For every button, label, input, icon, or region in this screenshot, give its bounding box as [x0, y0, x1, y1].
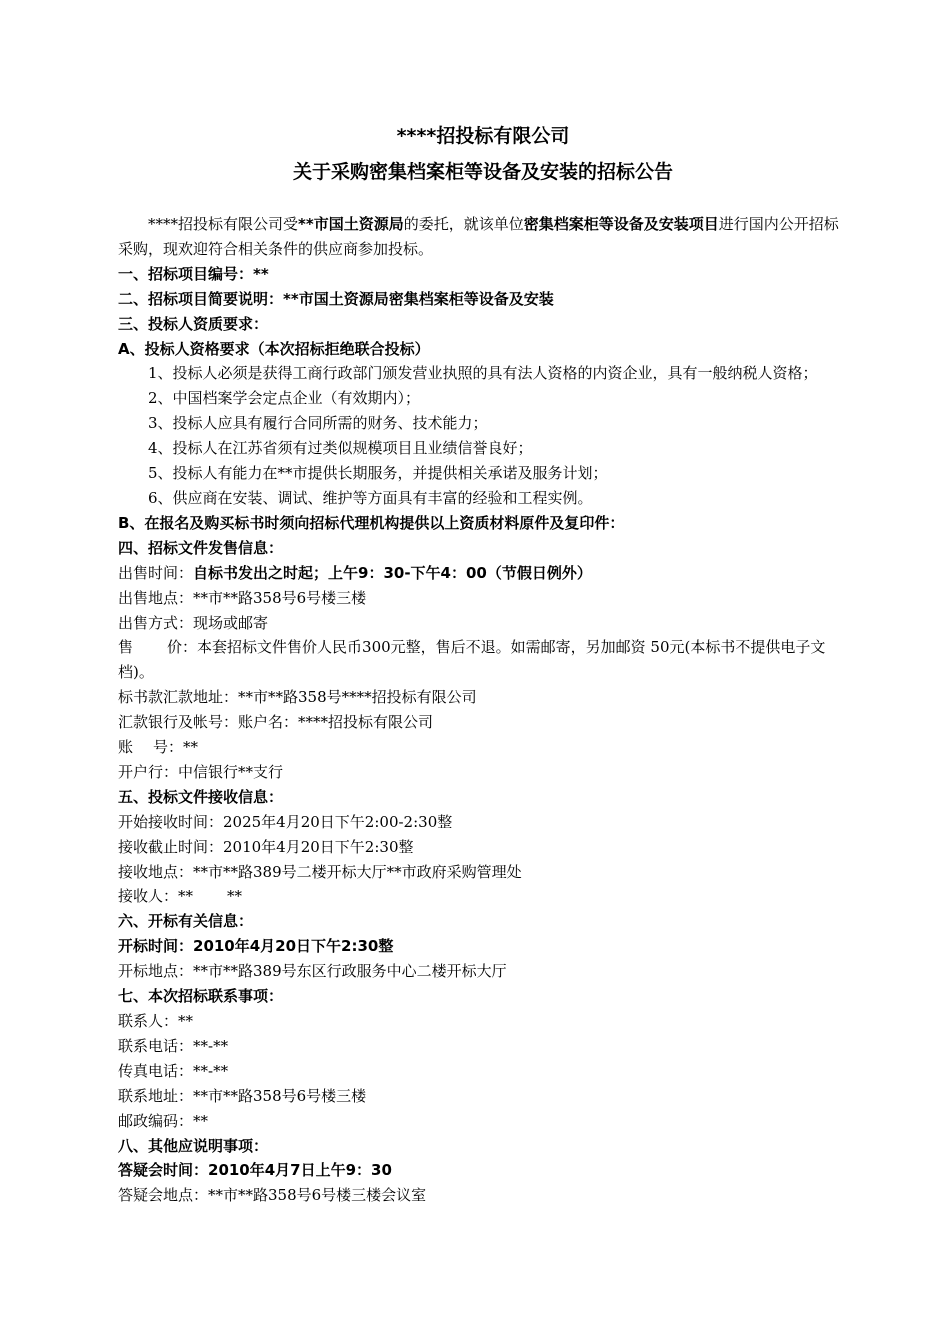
requirement-6: 6、供应商在安装、调试、维护等方面具有丰富的经验和工程实例。 [148, 488, 593, 507]
contact-person: 联系人：** [118, 1012, 194, 1030]
account-number [118, 735, 848, 760]
contact-address: 联系地址：**市**路358号6号楼三楼 [118, 1086, 367, 1105]
requirement-5: 5、投标人有能力在**市提供长期服务，并提供相关承诺及服务计划； [148, 464, 608, 483]
sale-time-label: 出售时间： [118, 563, 194, 582]
bank-branch: 开户行：中信银行**支行 [118, 762, 284, 781]
sale-method: 出售方式：现场或邮寄 [118, 613, 269, 632]
bank-account: 汇款银行及帐号：账户名：****招投标有限公司 [118, 713, 434, 732]
sale-time [118, 561, 848, 586]
document-page [118, 118, 848, 1208]
section-contact: 七、本次招标联系事项： [118, 987, 284, 1006]
section-receive-info: 五、投标文件接收信息： [118, 787, 284, 806]
receive-place: 接收地点：**市**路389号二楼开标大厅**市政府采购管理处 [118, 862, 522, 881]
intro-text-3: 进行国内公开招标采购，现欢迎符合相关条件的供应商参加投标。 [118, 215, 839, 258]
receive-person [118, 884, 848, 909]
account-label-a: 账 [118, 738, 134, 757]
sale-time-value: 自标书发出之时起；上午9：30-下午4：00（节假日例外） [193, 563, 592, 582]
qa-time: 答疑会时间：2010年4月7日上午9：30 [118, 1161, 392, 1180]
intro-text-2: 的委托，就该单位 [403, 215, 524, 233]
qa-place: 答疑会地点：**市**路358号6号楼三楼会议室 [118, 1186, 427, 1205]
intro-text-1: ****招投标有限公司受 [148, 215, 299, 233]
section-project-number: 一、招标项目编号：** [118, 264, 269, 283]
section-sale-info: 四、招标文件发售信息： [118, 538, 284, 557]
qualification-a-heading: A、投标人资格要求（本次招标拒绝联合投标） [118, 339, 430, 358]
receive-person-b: ** [227, 887, 243, 906]
sale-place: 出售地点：**市**路358号6号楼三楼 [118, 588, 367, 607]
notice-title: 关于采购密集档案柜等设备及安装的招标公告 [292, 161, 673, 183]
receive-person-a: 接收人：** [118, 887, 194, 906]
account-label-b: 号：** [153, 738, 199, 757]
intro-project-name: 密集档案柜等设备及安装项目 [523, 215, 719, 233]
intro-paragraph [118, 212, 848, 262]
requirement-3: 3、投标人应具有履行合同所需的财务、技术能力； [148, 414, 488, 433]
intro-entrusting-party: **市国土资源局 [298, 215, 404, 233]
section-qualification: 三、投标人资质要求： [118, 314, 269, 333]
price-label-a: 售 [118, 638, 134, 657]
receive-start: 开始接收时间：2025年4月20日下午2:00-2:30整 [118, 812, 453, 831]
postcode: 邮政编码：** [118, 1111, 209, 1130]
company-title: ****招投标有限公司 [396, 125, 570, 147]
section-opening-info: 六、开标有关信息： [118, 912, 254, 931]
section-other: 八、其他应说明事项： [118, 1136, 269, 1155]
opening-time: 开标时间：2010年4月20日下午2:30整 [118, 937, 394, 956]
price-text: 本套招标文件售价人民币300元整，售后不退。如需邮寄，另加邮资 50元(本标书不提供电子文档)。 [118, 638, 826, 682]
remit-address: 标书款汇款地址：**市**路358号****招投标有限公司 [118, 688, 477, 707]
receive-end: 接收截止时间：2010年4月20日下午2:30整 [118, 837, 414, 856]
requirement-4: 4、投标人在江苏省须有过类似规模项目且业绩信誉良好； [148, 439, 533, 458]
contact-phone: 联系电话：**-** [118, 1036, 229, 1055]
qualification-b-heading: B、在报名及购买标书时须向招标代理机构提供以上资质材料原件及复印件： [118, 513, 625, 532]
requirement-2: 2、中国档案学会定点企业（有效期内）； [148, 389, 421, 408]
price-label-b: 价： [167, 638, 198, 657]
requirement-1: 1、投标人必须是获得工商行政部门颁发营业执照的具有法人资格的内资企业，具有一般纳税人资格； [148, 364, 818, 383]
opening-place: 开标地点：**市**路389号东区行政服务中心二楼开标大厅 [118, 962, 507, 981]
section-project-summary: 二、招标项目简要说明：**市国土资源局密集档案柜等设备及安装 [118, 289, 554, 308]
fax-number: 传真电话：**-** [118, 1061, 229, 1080]
sale-price [118, 635, 848, 685]
